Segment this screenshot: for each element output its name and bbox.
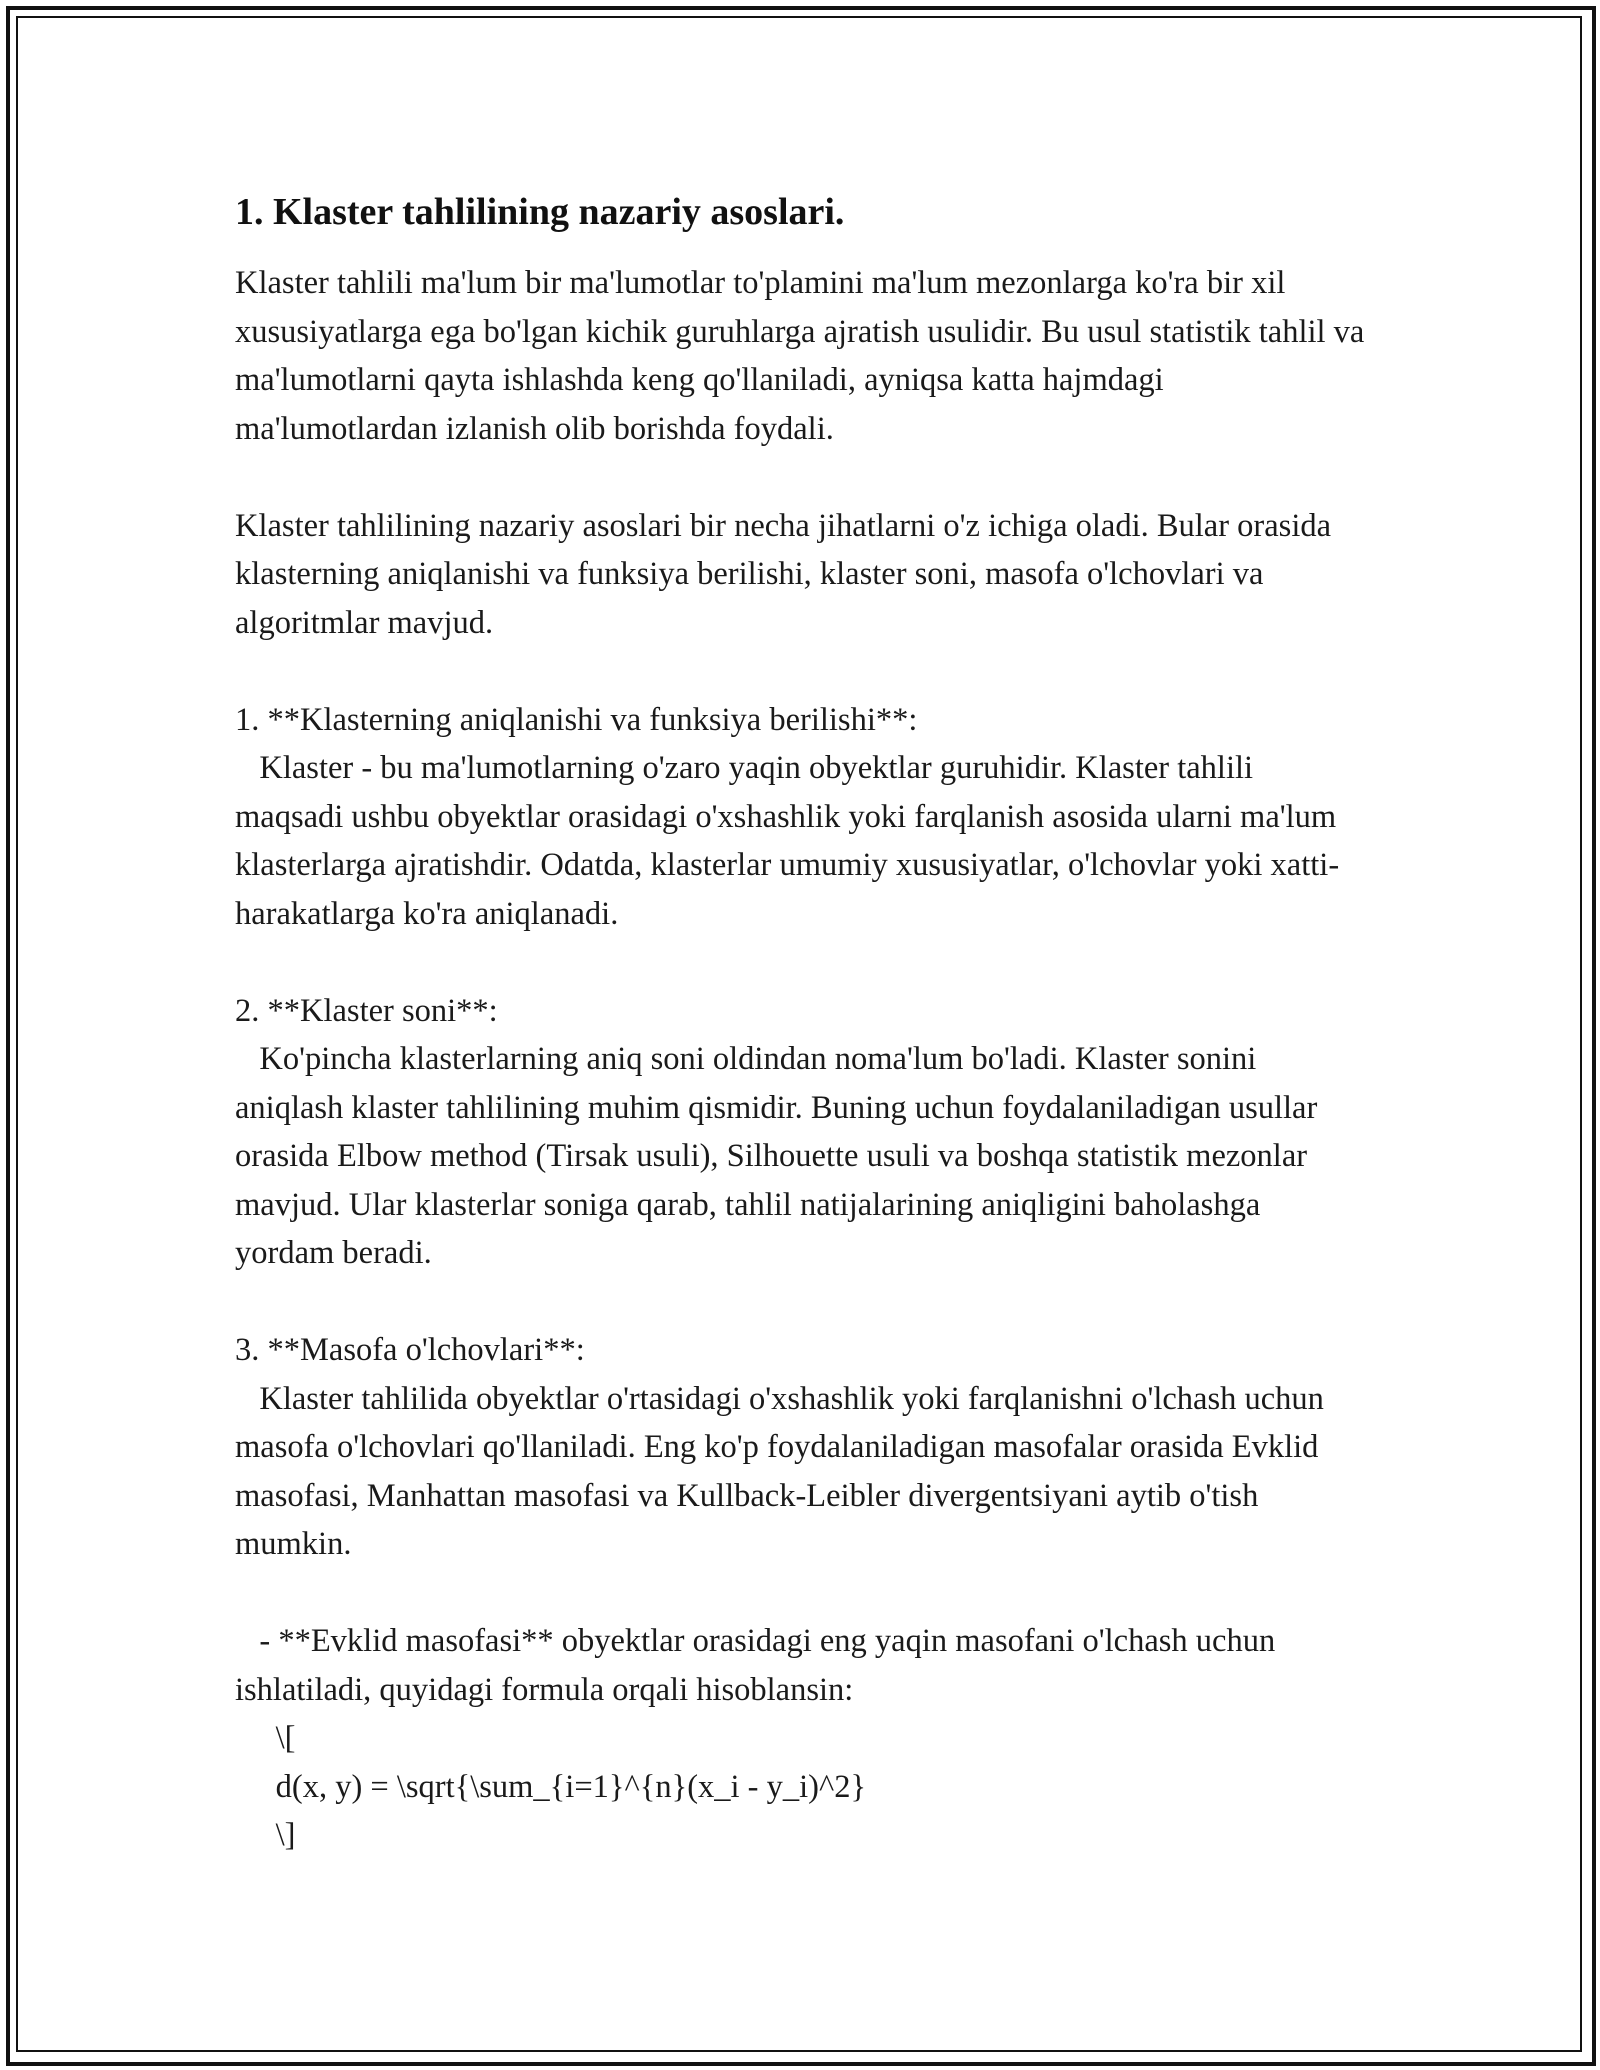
sub-item-euclidean-formula: - **Evklid masofasi** obyektlar orasidagi eng yaqin masofani o'lchash uchun ishlatiladi, quyidagi formula orqali hisoblansin: \[ d(x, y) = \sqrt{\sum_{i=1}^{n}(x_i - y_i)^2} \]: [235, 1623, 1276, 1853]
paragraph-intro: Klaster tahlili ma'lum bir ma'lumotlar to'plamini ma'lum mezonlarga ko'ra bir xil xususiyatlarga ega bo'lgan kichik guruhlarga ajratish usulidir. Bu usul statistik tahlil va ma'lumotlarni qayta ishlashda keng qo'llaniladi, ayniqsa katta hajmdagi ma'lumotlardan izlanish olib borishda foydali.: [235, 265, 1373, 447]
paragraph-gap: [235, 647, 1365, 696]
paragraph-gap: [235, 1278, 1365, 1327]
paragraph-gap: [235, 938, 1365, 987]
list-item-cluster-count: 2. **Klaster soni**: Ko'pincha klasterlarning aniq soni oldindan noma'lum bo'ladi. Klaster sonini aniqlash klaster tahlilining muhim qismidir. Buning uchun foydalaniladigan usullar orasida Elbow method (Tirsak usuli), Silhouette usuli va boshqa statistik mezonlar mavjud. Ular klasterlar soniga qarab, tahlil natijalarining aniqligini baholashga yordam beradi.: [235, 992, 1318, 1271]
document-body: [235, 187, 1373, 1860]
list-item-definition: 1. **Klasterning aniqlanishi va funksiya berilishi**: Klaster - bu ma'lumotlarning o'zaro yaqin obyektlar guruhidir. Klaster tahlili maqsadi ushbu obyektlar orasidagi o'xshashlik yoki farqlanish asosida ularni ma'lum klasterlarga ajratishdir. Odatda, klasterlar umumiy xususiyatlar, o'lchovlar yoki xatti-harakatlarga ko'ra aniqlanadi.: [235, 701, 1340, 932]
paragraph-gap: [235, 453, 1365, 502]
section-title: 1. Klaster tahlilining nazariy asoslari.: [235, 191, 845, 233]
list-item-distance-measures: 3. **Masofa o'lchovlari**: Klaster tahlilida obyektlar o'rtasidagi o'xshashlik yoki farqlanishni o'lchash uchun masofa o'lchovlari qo'llaniladi. Eng ko'p foydalaniladigan masofalar orasida Evklid masofasi, Manhattan masofasi va Kullback-Leibler divergentsiyani aytib o'tish mumkin.: [235, 1332, 1324, 1562]
paragraph-overview: Klaster tahlilining nazariy asoslari bir necha jihatlarni o'z ichiga oladi. Bular orasida klasterning aniqlanishi va funksiya berilishi, klaster soni, masofa o'lchovlari va algoritmlar mavjud.: [235, 507, 1340, 641]
paragraph-gap: [235, 1569, 1365, 1618]
